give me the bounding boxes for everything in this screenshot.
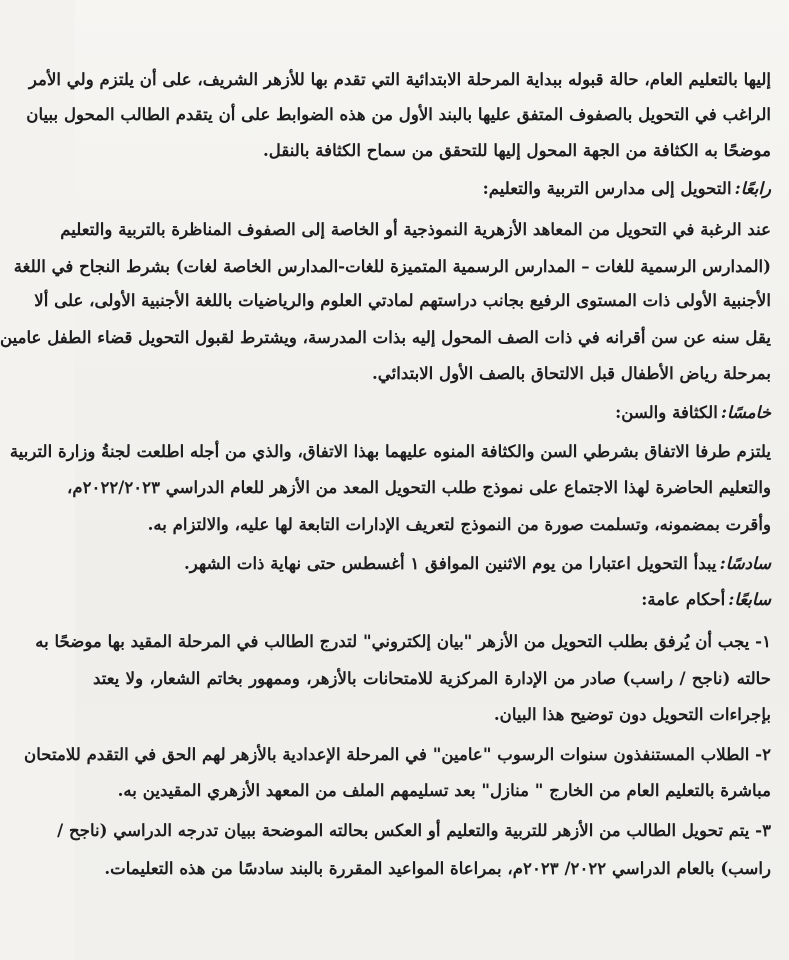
paragraph-line: الراغب في التحويل بالصفوف المتفق عليها بالبند الأول من هذه الضوابط على أن يتقدم الطالب المحول ببيان [26, 104, 771, 124]
paragraph-line: والتعليم الحاضرة لهذا الاجتماع على نموذج طلب التحويل المعد من الأزهر للعام الدراسي ٢٠٢٢/٢٠٢٣م، [67, 477, 771, 497]
paragraph-line: عند الرغبة في التحويل من المعاهد الأزهرية النموذجية أو الخاصة إلى الصفوف المناظرة بالتربية والتعليم [60, 219, 771, 239]
paragraph-line: الأجنبية الأولى ذات المستوى الرفيع بجانب دراستهم لمادتي العلوم والرياضيات باللغة الأجنبية الأولى، على ألا [34, 290, 771, 310]
list-item-line: مباشرة بالتعليم العام من الخارج " منازل" بعد تسليمهم الملف من المعهد الأزهري المقيدين به. [117, 780, 771, 800]
list-item-line: راسب) بالعام الدراسي ٢٠٢٢/ ٢٠٢٣م، بمراعاة المواعيد المقررة بالبند سادسًا من هذه التعليمات. [104, 858, 771, 878]
section-heading-6 [93, 552, 771, 574]
list-item-line: ٣- يتم تحويل الطالب من الأزهر للتربية والتعليم أو العكس بحالته الموضحة ببيان تدرجه الدراسي (ناجح / [57, 820, 771, 840]
list-item-line: حالته (ناجح / راسب) صادر من الإدارة المركزية للامتحانات بالأزهر، وممهور بخاتم الشعار، ولا يعتد [93, 668, 771, 688]
heading-key: سابعًا: [728, 589, 771, 609]
section-heading-4 [93, 177, 771, 199]
heading-text: التحويل إلى مدارس التربية والتعليم: [482, 178, 732, 198]
heading-text: أحكام عامة: [641, 589, 726, 609]
section-heading-7 [93, 588, 771, 610]
paragraph-line: (المدارس الرسمية للغات – المدارس الرسمية المتميزة للغات-المدارس الخاصة لغات) بشرط النجاح في اللغة [13, 256, 771, 276]
list-item-line: بإجراءات التحويل دون توضيح هذا البيان. [493, 704, 771, 724]
list-item-line: ٢- الطلاب المستنفذون سنوات الرسوب "عامين" في المرحلة الإعدادية بالأزهر لهم الحق في التقدم للامتحان [24, 744, 771, 764]
heading-key: سادسًا: [719, 553, 771, 573]
heading-text: الكثافة والسن: [615, 402, 718, 422]
paragraph-line: يلتزم طرفا الاتفاق بشرطي السن والكثافة المنوه عليهما بهذا الاتفاق، والذي من أجله اطلعت لجنةُ وزارة التربية [9, 441, 771, 461]
paragraph-line: يقل سنه عن سن أقرانه في ذات الصف المحول إليه بذات المدرسة، ويشترط لقبول التحويل قضاء الطفل عامين [0, 327, 771, 347]
list-item-line: ١- يجب أن يُرفق بطلب التحويل من الأزهر "بيان إلكتروني" لتدرج الطالب في المرحلة المقيد بها موضحًا به [35, 631, 771, 651]
paragraph-line: إليها بالتعليم العام، حالة قبوله ببداية المرحلة الابتدائية التي تقدم بها للأزهر الشريف، على أن يلتزم ولي الأمر [28, 69, 771, 89]
paragraph-line: بمرحلة رياض الأطفال قبل الالتحاق بالصف الأول الابتدائي. [372, 363, 771, 383]
paragraph-line: وأقرت بمضمونه، وتسلمت صورة من النموذج لتعريف الإدارات التابعة لها عليه، والالتزام به. [147, 514, 771, 534]
heading-key: خامسًا: [720, 402, 771, 422]
paragraph-line: موضحًا به الكثافة من الجهة المحول إليها للتحقق من سماح الكثافة بالنقل. [262, 140, 771, 160]
heading-key: رابعًا: [734, 178, 771, 198]
section-heading-5 [93, 401, 771, 423]
heading-text: يبدأ التحويل اعتبارا من يوم الاثنين الموافق ١ أغسطس حتى نهاية ذات الشهر. [184, 553, 717, 573]
